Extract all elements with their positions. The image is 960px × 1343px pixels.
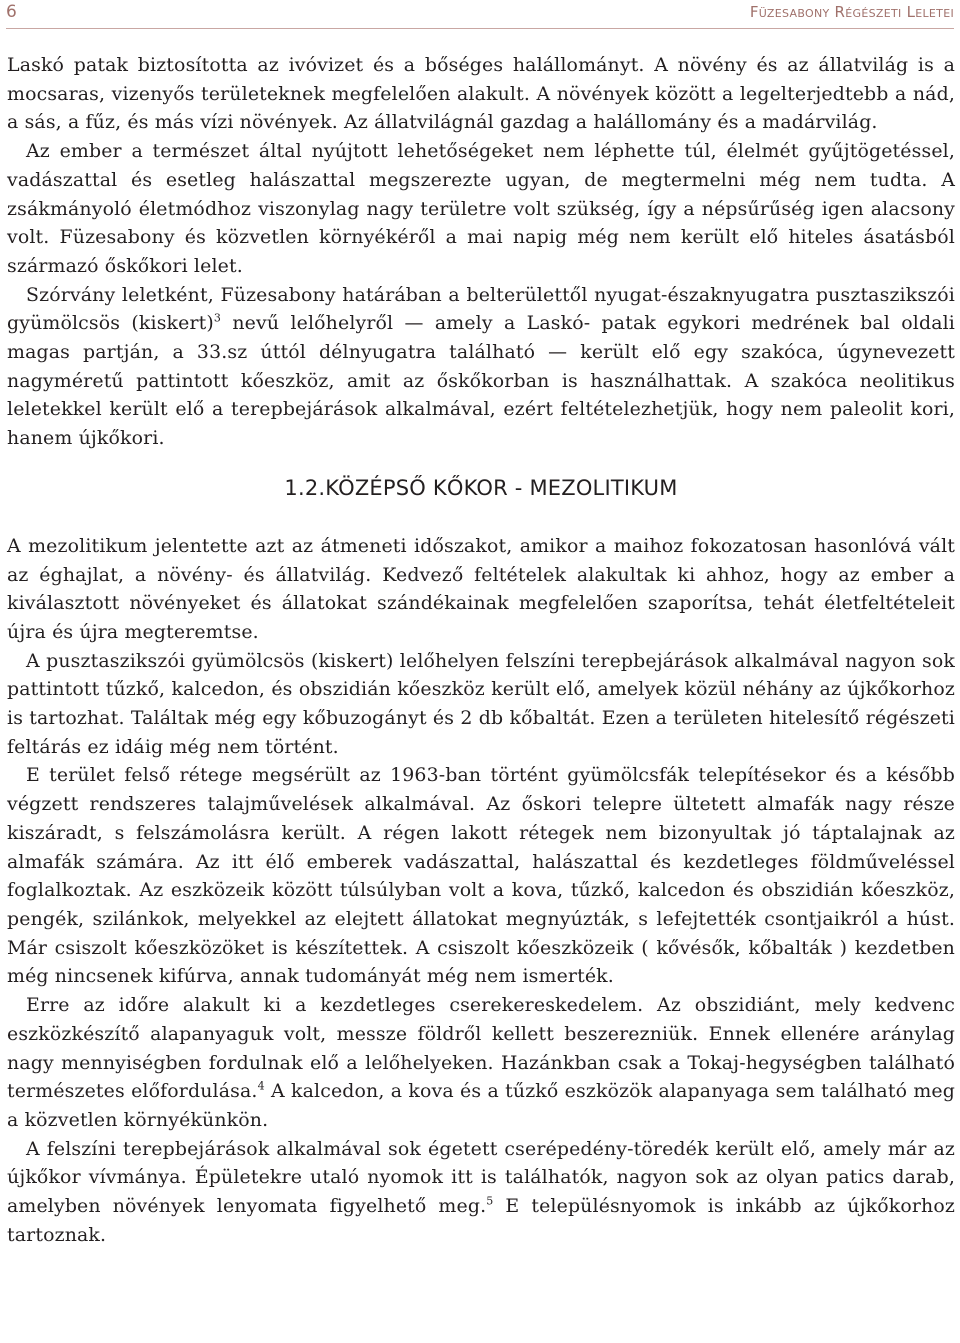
paragraph-scattered-find (7, 281, 955, 453)
paragraph-text: Erre az időre alakult ki a kezdetleges cserekereskedelem. Az obszidiánt, mely kedvenc eszközkészítő alapanyaguk volt, messze földről kellett beszerezniük. Ennek ellenére aránylag nagy mennyiségben fordulnak elő a lelőhelyeken. Hazánkban csak a Tokaj-hegységben található természetes előfordulása. (7, 994, 955, 1103)
page-body (7, 51, 955, 1249)
paragraph-landscape: Laskó patak biztosította az ivóvizet és a bőséges halállományt. A növény és az állatvilág is a mocsaras, vizenyős területeknek megfelelően alakult. A növények között a legelterjedtebb a nád, a sás, a fűz, és más vízi növények. Az állatvilágnál gazdag a halállomány és a madárvilág. (7, 54, 955, 134)
paragraph-pottery (7, 1135, 955, 1250)
footnote-ref[interactable]: 5 (486, 1194, 494, 1208)
paragraph-site-finds: A pusztaszikszói gyümölcsös (kiskert) lelőhelyen felszíni terepbejárások alkalmával nagyon sok pattintott tűzkő, kalcedon, és obszidián kőeszköz került elő, amelyek közül néhány az újkőkorhoz is tartozhat. Találtak még egy kőbuzogányt és 2 db kőbaltát. Ezen a területen hitelesítő régészeti feltárás ez idáig még nem történt. (7, 649, 955, 758)
page-number: 6 (6, 2, 17, 22)
paragraph-text: A felszíni terepbejárások alkalmával sok égetett cserépedény-töredék került elő, amely már az újkőkor vívmánya. Épületekre utaló nyomok itt is találhatók, nagyon sok az olyan patics darab, amelyben növények lenyomata figyelhető meg. (7, 1137, 955, 1218)
paragraph-site-damage: E terület felső rétege megsérült az 1963-ban történt gyümölcsfák telepítésekor és a később végzett rendszeres talajművelések alkalmával. Az őskori telepre ültetett almafák nagy része kiszáradt, s felszámolásra került. A régen lakott rétegek nem bizonyultak jó táptalajnak az almafák számára. Az itt élő emberek vadászattal, halászattal és kezdetleges földműveléssel foglalkoztak. Az eszközeik között túlsúlyban volt a kova, tűzkő, kalcedon és obszidián kőeszköz, pengék, szilánkok, melyekkel az elejtett állatokat megnyúzták, s lefejtették csontjaikról a húst. Már csiszolt kőeszközöket is készítettek. A csiszolt kőeszközeik ( kővésők, kőbalták ) kezdetben még nincsenek kifúrva, annak tudományát még nem ismerték. (7, 764, 955, 988)
paragraph-text: nevű lelőhelyről — amely a Laskó- patak egykori medrének bal oldali magas partján, a 33.sz úttól délnyugatra található — került elő egy szakóca, úgynevezett nagyméretű pattintott kőeszköz, amit az őskőkorban is használhattak. A szakóca neolitikus leletekkel került elő a terepbejárások alkalmával, ezért feltételezhetjük, hogy nem paleolit kori, hanem újkőkori. (7, 312, 955, 450)
page-header (6, 0, 954, 29)
section-title: 1.2.KÖZÉPSŐ KŐKOR - MEZOLITIKUM (284, 475, 678, 500)
running-title: Füzesabony Régészeti Leletei (749, 3, 954, 21)
paragraph-mesolithic-intro: A mezolitikum jelentette azt az átmeneti időszakot, amikor a maihoz fokozatosan hasonlóvá vált az éghajlat, a növény- és állatvilág. Kedvező feltételek alakultak ki ahhoz, hogy az ember a kiválasztott növényeket és állatokat szándékainak megfelelően szaporítsa, tehát életfeltételeit újra és újra megteremtse. (7, 534, 955, 643)
paragraph-text: A kalcedon, a kova és a tűzkő eszközök alapanyaga sem található meg a közvetlen környékünkön. (7, 1080, 955, 1131)
footnote-ref[interactable]: 3 (213, 312, 222, 326)
paragraph-trade (7, 991, 955, 1135)
footnote-ref[interactable]: 4 (257, 1079, 265, 1093)
paragraph-early-man: Az ember a természet által nyújtott lehetőségeket nem léphette túl, élelmét gyűjtögetéssel, vadászattal és esetleg halászattal megszerezte ugyan, de megtermelni még nem tudta. A zsákmányoló életmódhoz viszonylag nagy területre volt szükség, így a népsűrűség igen alacsony volt. Füzesabony és közvetlen környékéről a mai napig még nem került elő hiteles ásatásból származó őskőkori lelet. (7, 140, 955, 277)
paragraph-text: Szórvány leletként, Füzesabony határában a belterülettől nyugat-északnyugatra pusztaszikszói gyümölcsös (kiskert) (7, 283, 955, 335)
paragraph-text: E településnyomok is inkább az újkőkorhoz tartoznak. (7, 1195, 955, 1246)
